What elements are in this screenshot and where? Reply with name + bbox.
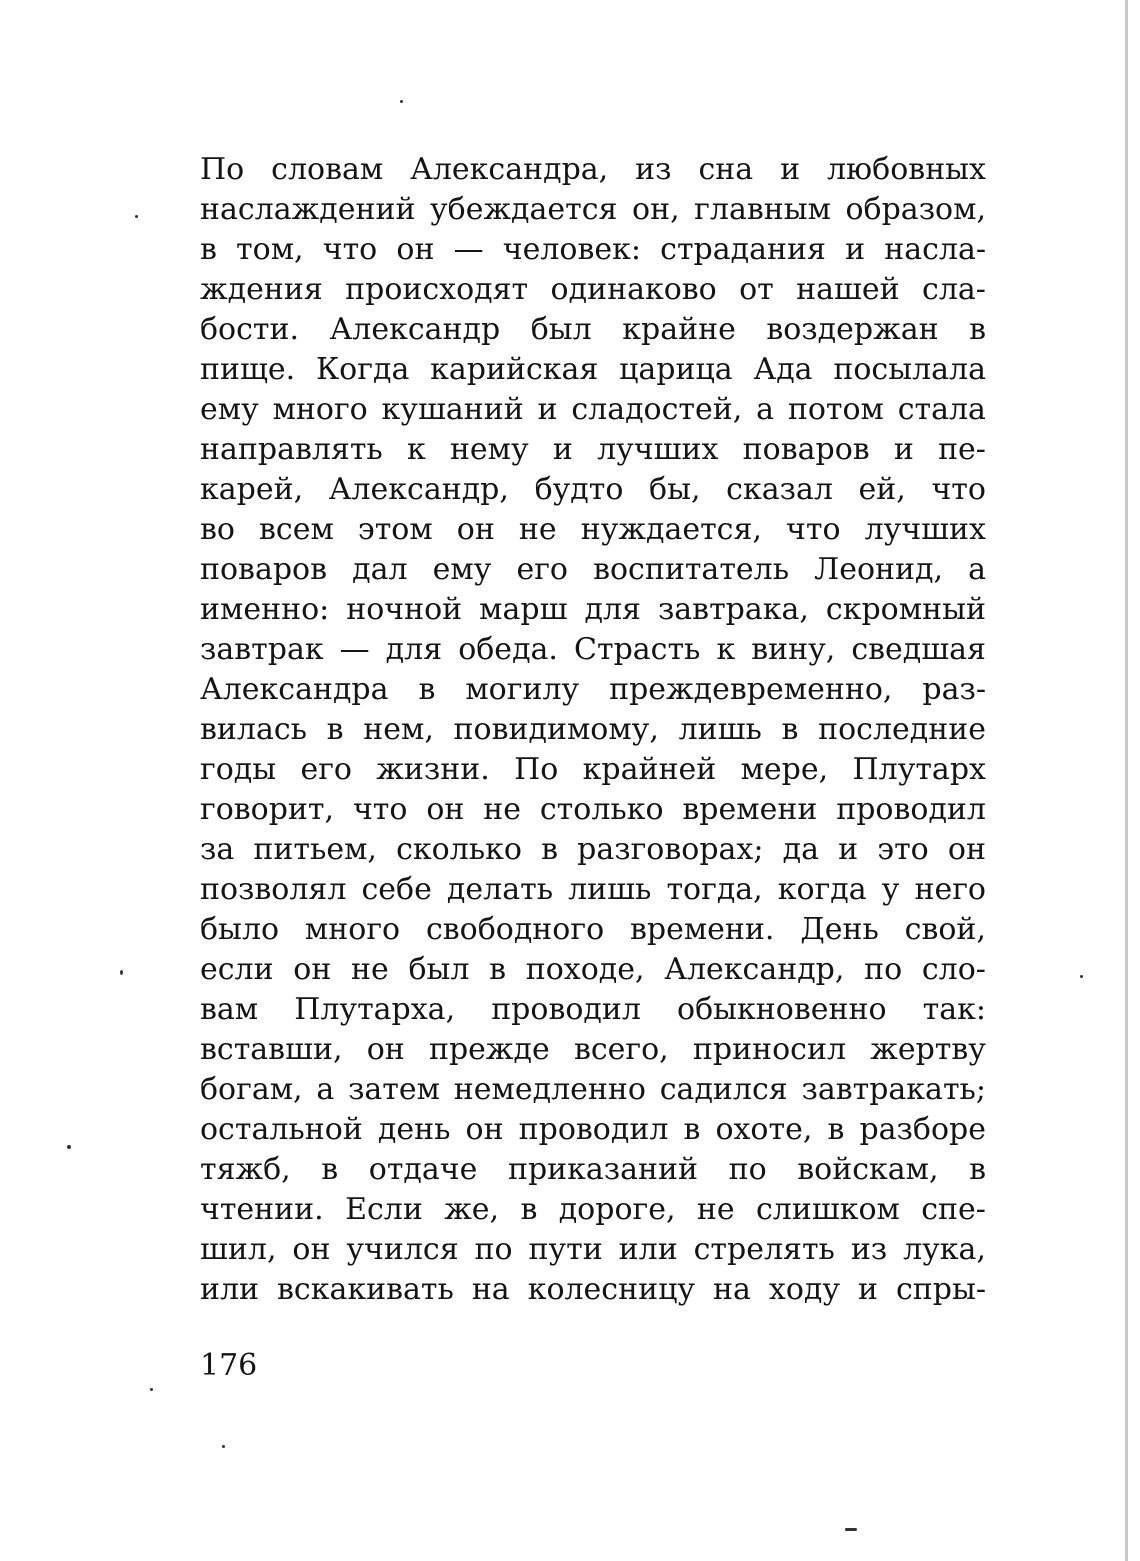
text-line: позволял себе делать лишь тогда, когда у него — [200, 872, 986, 907]
text-line: шил, он учился по пути или стрелять из лука, — [200, 1232, 986, 1267]
body-text — [200, 150, 986, 1310]
text-line: за питьем, сколько в разговорах; да и это он — [200, 832, 986, 867]
text-line: или вскакивать на колесницу на ходу и спры- — [200, 1272, 986, 1307]
text-line: тяжб, в отдаче приказаний по войскам, в — [200, 1152, 986, 1187]
text-line: наслаждений убеждается он, главным образом, — [200, 192, 986, 227]
page-number: 176 — [200, 1348, 258, 1383]
text-line: карей, Александр, будто бы, сказал ей, что — [200, 472, 986, 507]
page-edge — [1125, 0, 1128, 1561]
text-line: вилась в нем, повидимому, лишь в последние — [200, 712, 986, 747]
text-line: во всем этом он не нуждается, что лучших — [200, 512, 986, 547]
text-line: ему много кушаний и сладостей, а потом стала — [200, 392, 986, 427]
text-line: поваров дал ему его воспитатель Леонид, а — [200, 552, 986, 587]
text-line: пище. Когда карийская царица Ада посылала — [200, 352, 986, 387]
text-line: вставши, он прежде всего, приносил жертву — [200, 1032, 986, 1067]
text-line: было много свободного времени. День свой, — [200, 912, 986, 947]
scan-speck — [67, 1145, 71, 1149]
text-line: богам, а затем немедленно садился завтракать; — [200, 1072, 986, 1107]
text-line: направлять к нему и лучших поваров и пе- — [200, 432, 986, 467]
scan-speck — [845, 1528, 857, 1531]
text-line: вам Плутарха, проводил обыкновенно так: — [200, 992, 986, 1027]
text-line: ждения происходят одинаково от нашей сла- — [200, 272, 986, 307]
text-line: годы его жизни. По крайней мере, Плутарх — [200, 752, 986, 787]
scan-speck — [120, 970, 123, 975]
text-line: говорит, что он не столько времени проводил — [200, 792, 986, 827]
text-line: если он не был в походе, Александр, по сло- — [200, 952, 986, 987]
scan-speck — [400, 100, 403, 103]
scan-speck — [135, 215, 138, 218]
text-line: остальной день он проводил в охоте, в разборе — [200, 1112, 986, 1147]
text-line: именно: ночной марш для завтрака, скромный — [200, 592, 986, 627]
text-line: бости. Александр был крайне воздержан в — [200, 312, 986, 347]
scan-speck — [222, 1445, 225, 1448]
text-line: в том, что он — человек: страдания и насла- — [200, 232, 986, 267]
scan-speck — [150, 1388, 153, 1391]
text-line: По словам Александра, из сна и любовных — [200, 152, 986, 187]
text-line: завтрак — для обеда. Страсть к вину, сведшая — [200, 632, 986, 667]
scan-speck — [1080, 975, 1083, 978]
text-line: Александра в могилу преждевременно, раз- — [200, 672, 986, 707]
text-line: чтении. Если же, в дороге, не слишком спе- — [200, 1192, 986, 1227]
